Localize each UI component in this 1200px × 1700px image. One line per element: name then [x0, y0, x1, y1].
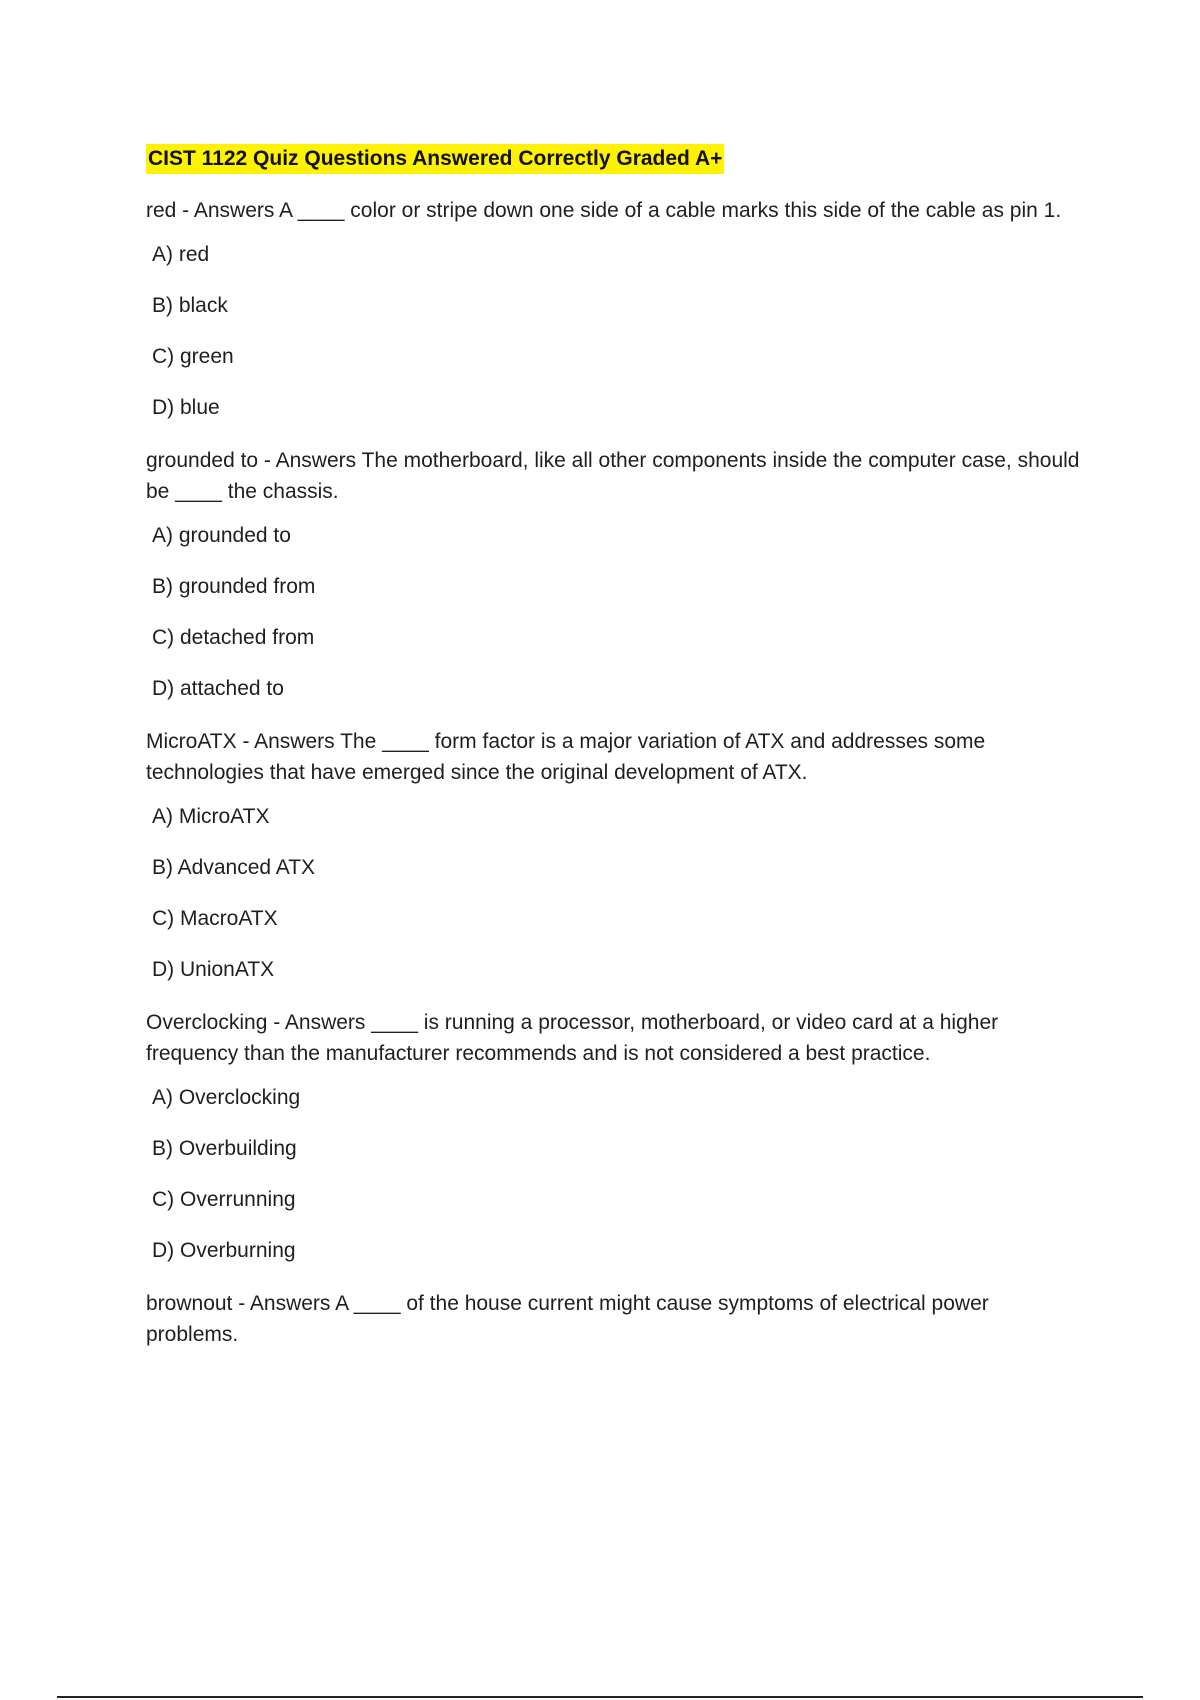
option-list [146, 241, 1086, 422]
option-c: C) Overrunning [152, 1188, 296, 1211]
option-b: B) grounded from [152, 575, 316, 598]
option-b: B) Advanced ATX [152, 856, 316, 879]
option-b: B) black [152, 294, 228, 317]
document-title: CIST 1122 Quiz Questions Answered Correctly Graded A+ [146, 144, 724, 174]
question-2 [146, 445, 1086, 703]
option-d: D) UnionATX [152, 958, 275, 981]
question-stem: brownout - Answers A ____ of the house current might cause symptoms of electrical power problems. [146, 1292, 989, 1346]
question-stem: MicroATX - Answers The ____ form factor is a major variation of ATX and addresses some technologies that have emerged since the original development of ATX. [146, 730, 986, 784]
question-5 [146, 1288, 1086, 1350]
option-a: A) red [152, 243, 210, 266]
option-c: C) green [152, 345, 234, 368]
question-3 [146, 726, 1086, 984]
question-4 [146, 1007, 1086, 1265]
option-a: A) Overclocking [152, 1086, 301, 1109]
question-stem: grounded to - Answers The motherboard, like all other components inside the computer case, should be ____ the chassis. [146, 449, 1080, 503]
option-d: D) attached to [152, 677, 284, 700]
option-d: D) Overburning [152, 1239, 296, 1262]
question-stem: red - Answers A ____ color or stripe down one side of a cable marks this side of the cable as pin 1. [146, 199, 1062, 222]
option-list [146, 522, 1086, 703]
document-content [146, 143, 1086, 1365]
option-a: A) grounded to [152, 524, 291, 547]
footer-divider [57, 1696, 1143, 1698]
option-b: B) Overbuilding [152, 1137, 297, 1160]
option-c: C) MacroATX [152, 907, 278, 930]
option-c: C) detached from [152, 626, 315, 649]
document-title-block [146, 143, 1086, 177]
option-d: D) blue [152, 396, 220, 419]
question-stem: Overclocking - Answers ____ is running a processor, motherboard, or video card at a higher frequency than the manufacturer recommends and is not considered a best practice. [146, 1011, 999, 1065]
question-1 [146, 195, 1086, 422]
option-a: A) MicroATX [152, 805, 270, 828]
option-list [146, 1084, 1086, 1265]
option-list [146, 803, 1086, 984]
